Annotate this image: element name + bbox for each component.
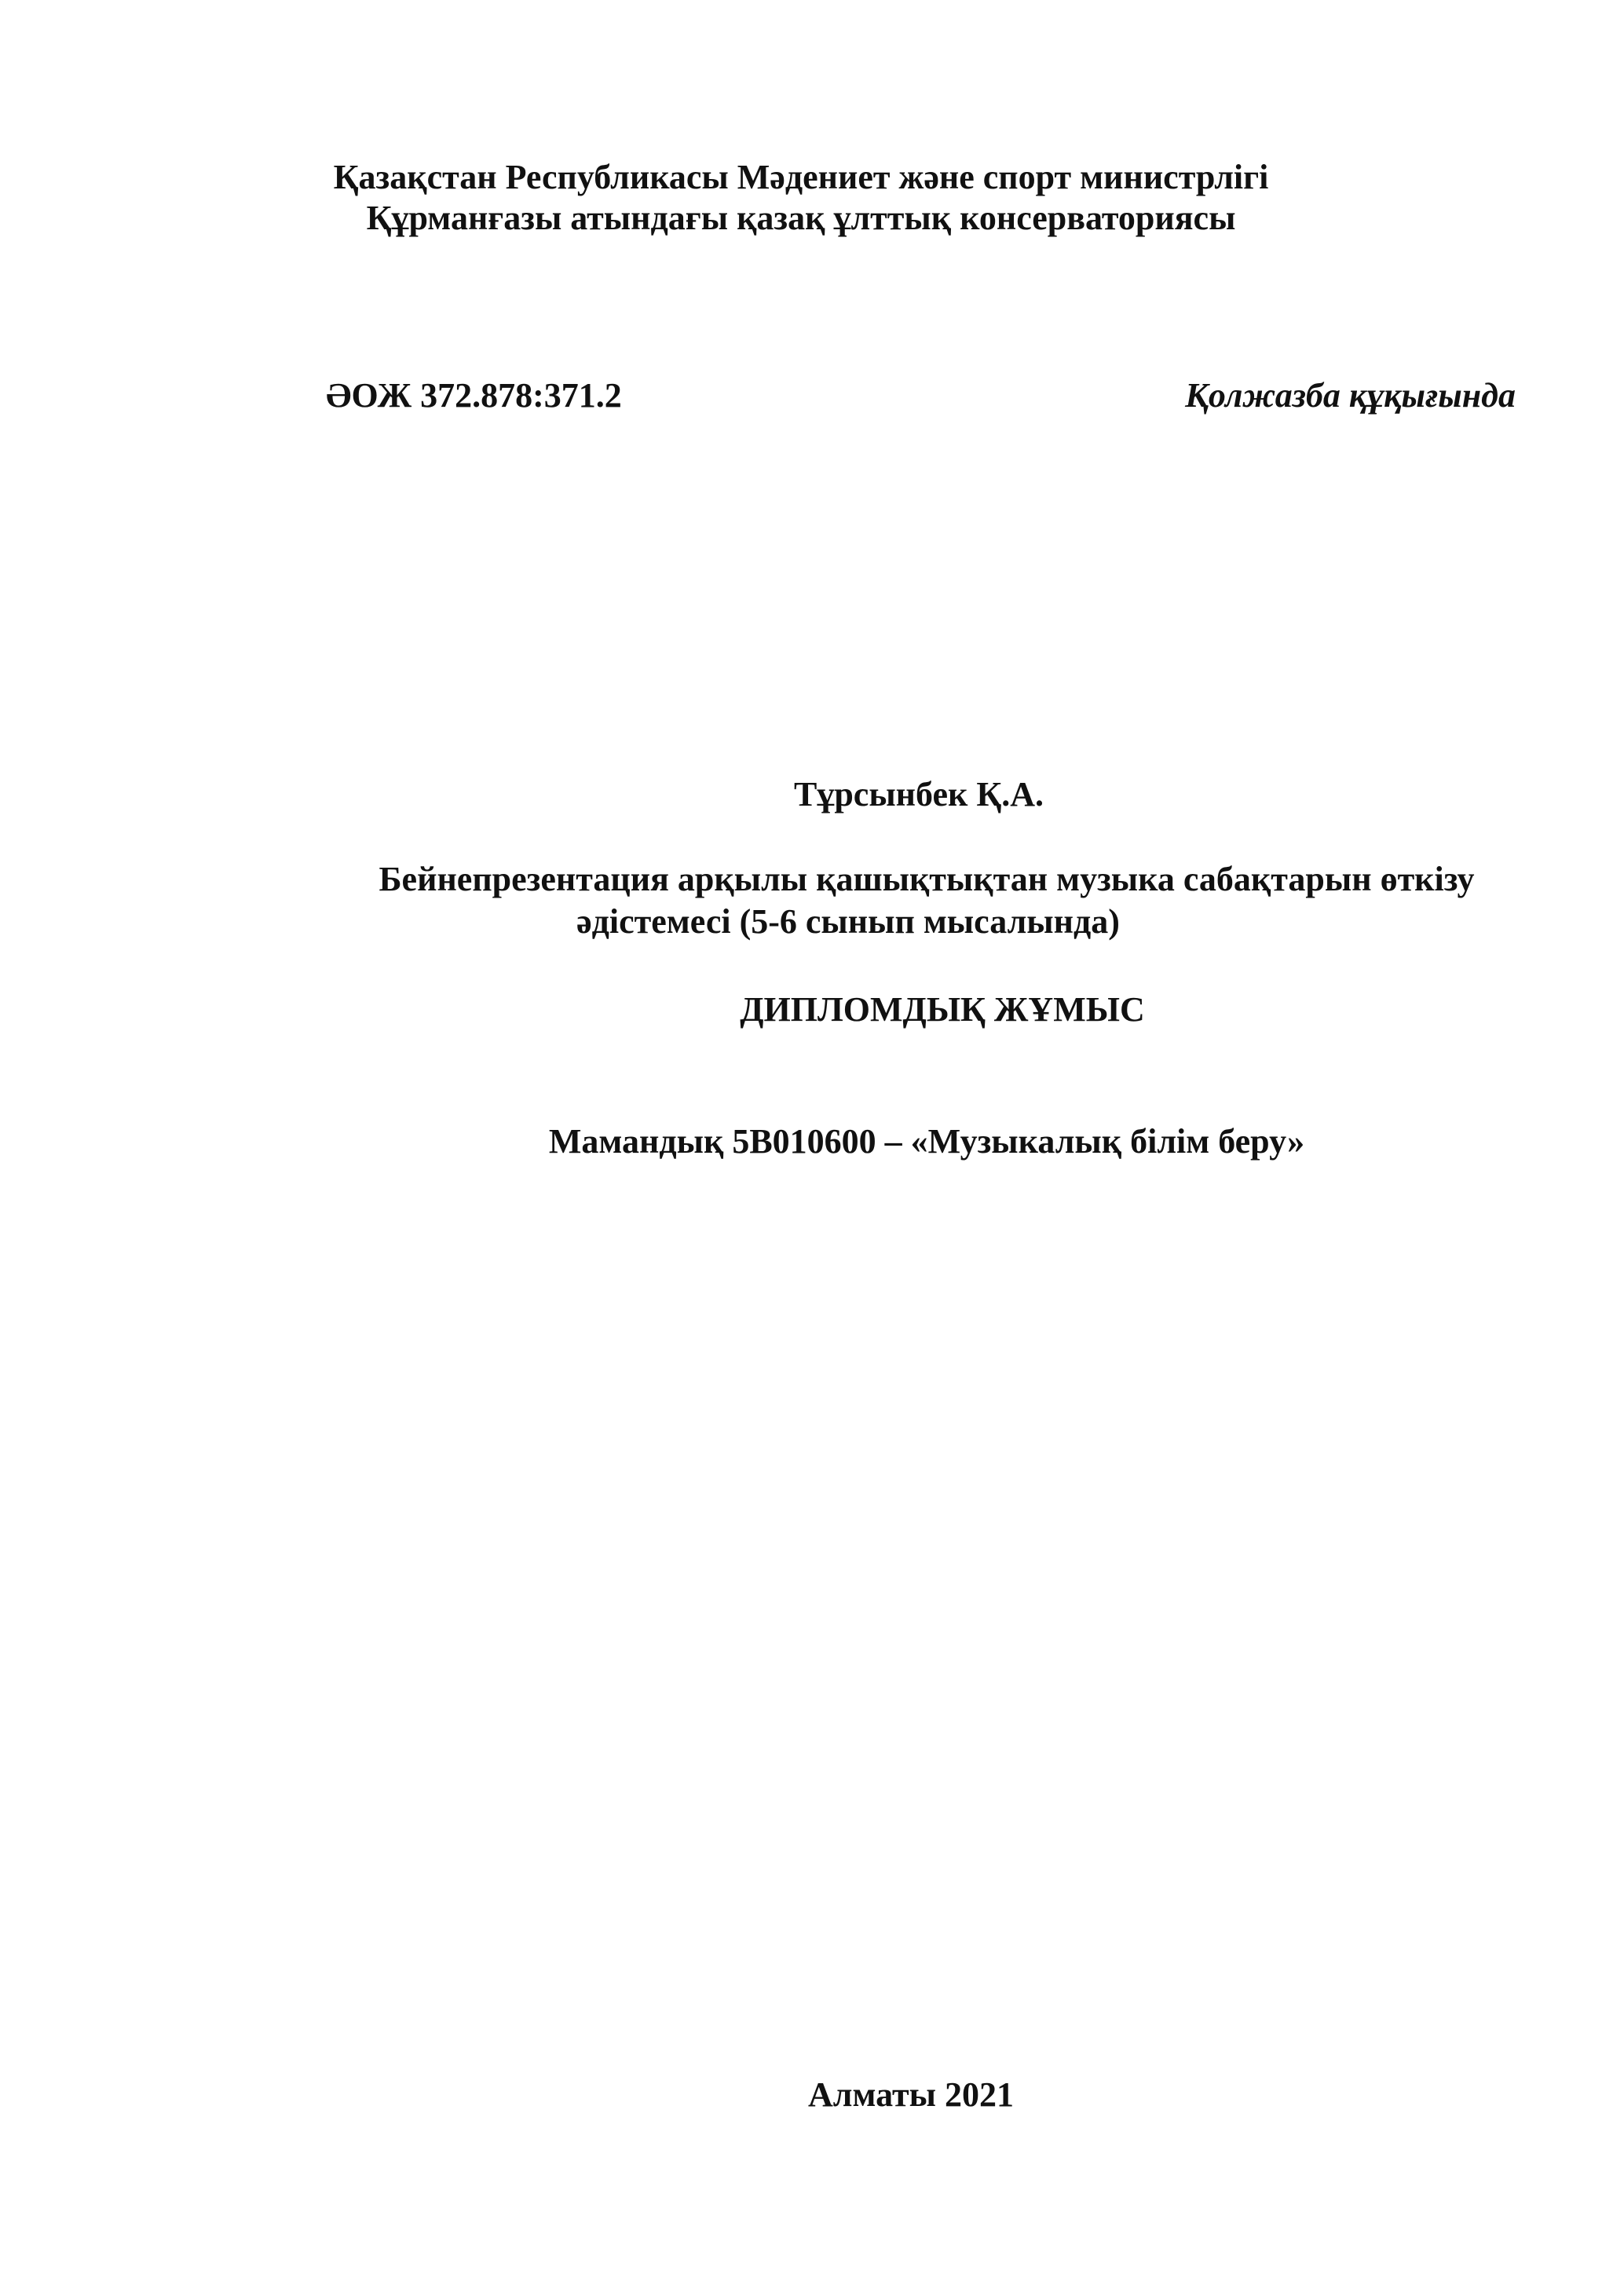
thesis-title-line-1: Бейнепрезентация арқылы қашықтықтан музыка сабақтарын өткізу <box>379 860 1475 898</box>
author-name: Тұрсынбек Қ.А. <box>793 775 1044 813</box>
institution-heading: Құрманғазы атындағы қазақ ұлттық консерваториясы <box>366 199 1236 237</box>
city-year: Алматы 2021 <box>808 2075 1014 2114</box>
specialty: Мамандық 5В010600 – «Музыкалық білім беру» <box>548 1122 1305 1161</box>
ministry-heading: Қазақстан Республикасы Мәдениет және спорт министрлігі <box>333 158 1269 196</box>
udc-code: ӘОЖ 372.878:371.2 <box>326 376 622 415</box>
thesis-title-line-2: әдістемесі (5-6 сынып мысалында) <box>576 902 1120 941</box>
work-type: ДИПЛОМДЫҚ ЖҰМЫС <box>740 990 1145 1029</box>
manuscript-rights: Қолжазба құқығында <box>1185 376 1516 415</box>
